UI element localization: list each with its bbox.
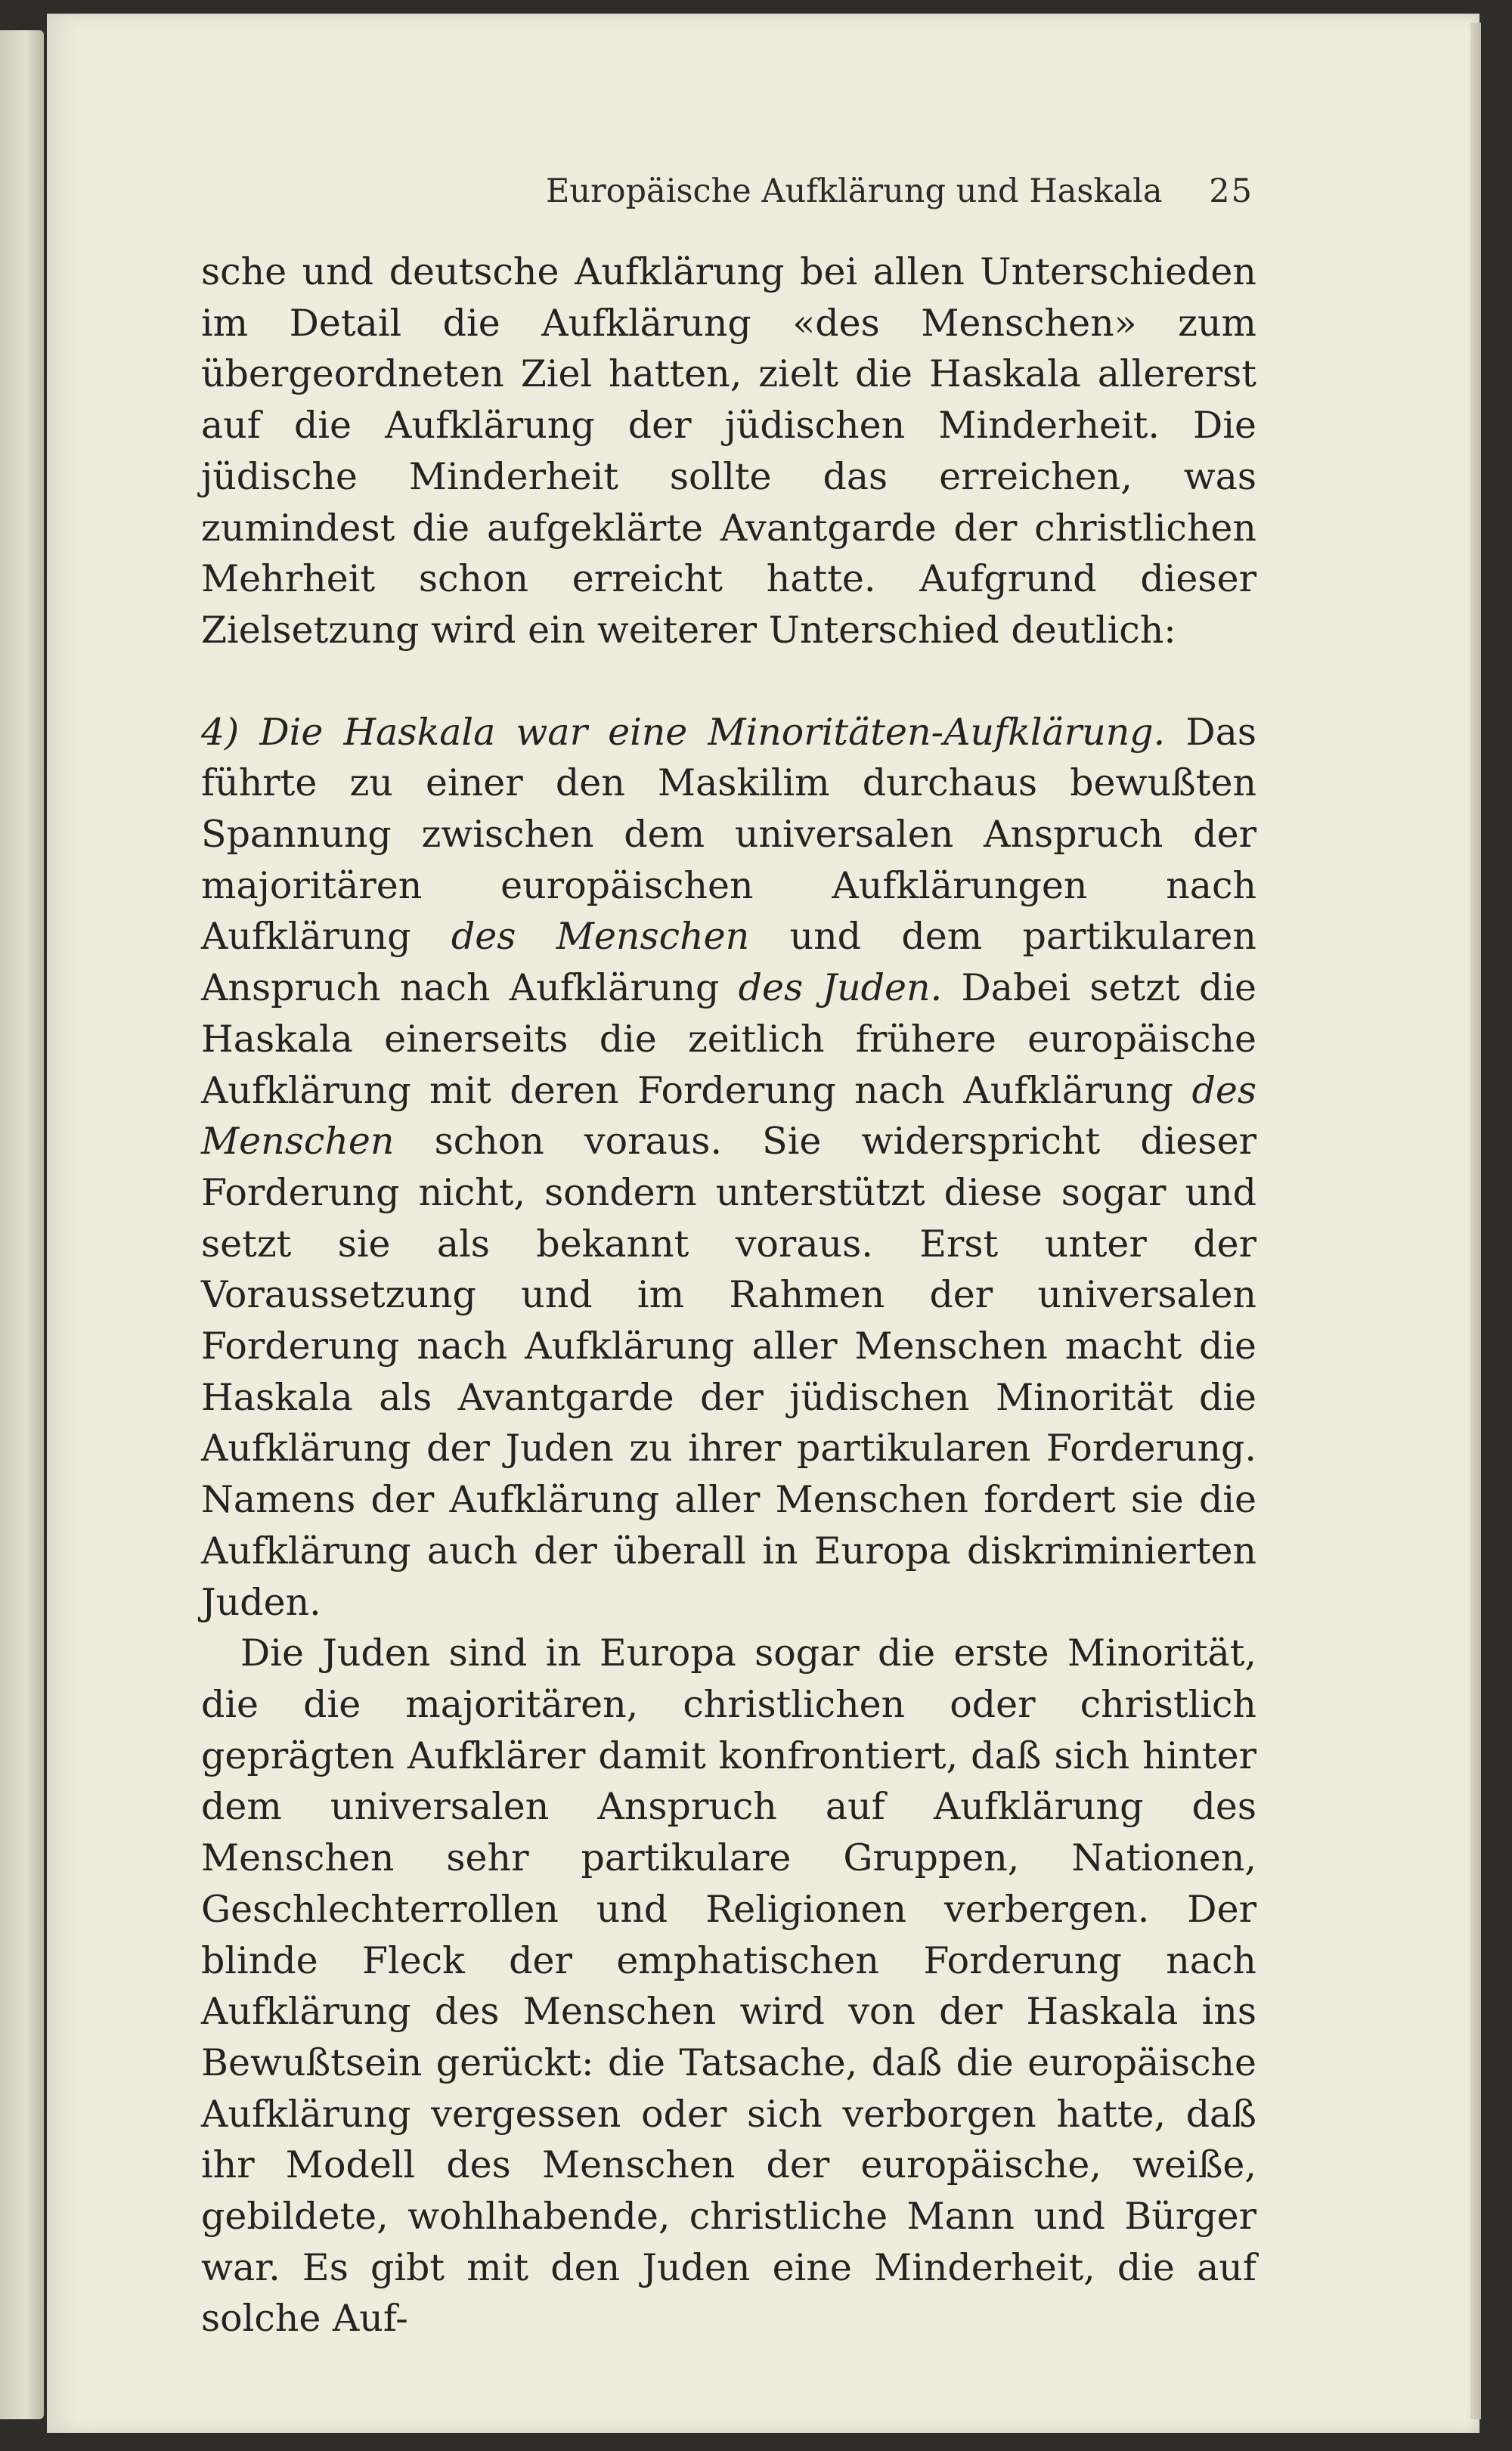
running-head-title: Europäische Aufklärung und Haskala [546,172,1163,210]
running-head [546,172,1253,210]
thesis-heading: 4) Die Haskala war eine Minoritäten-Aufklärung. [201,710,1166,754]
text-run: Das führte zu einer den Maskilim durchaus bewußten Spannung zwischen dem universalen Anspruch der majoritären europäischen Aufklärungen nach Aufklärung [201,710,1256,959]
paragraph-continuation [201,246,1256,656]
paragraph-minority [201,1628,1256,2344]
page-number: 25 [1209,172,1253,210]
paragraph-thesis-4 [201,707,1256,1628]
text-run: Dabei setzt die Haskala einerseits die zeitlich frühere europäische Aufklärung mit deren Forderung nach Aufklärung [201,966,1256,1112]
text-run: Die Juden sind in Europa sogar die erste Minorität, die die majoritären, christlichen oder christlich geprägten Aufklärer damit konfrontiert, daß sich hinter dem universalen Anspruch auf Aufklärung des Menschen sehr partikulare Gruppen, Nationen, Geschlechterrollen und Religionen verbergen. Der blinde Fleck der emphatischen Forderung nach Aufklärung des Menschen wird von der Haskala ins Bewußtsein gerückt: die Tatsache, daß die europäische Aufklärung vergessen oder sich verborgen hatte, daß ihr Modell des Menschen der europäische, weiße, gebildete, wohlhabende, christliche Mann und Bürger war. Es gibt mit den Juden eine Minderheit, die auf solche Auf- [201,1631,1256,2341]
body-text [201,246,1256,2344]
paragraph-gap [201,656,1256,707]
text-run: und dem partikularen Anspruch nach Aufklärung [201,915,1256,1010]
previous-page-edge [0,30,44,2419]
emphasis: des Menschen [201,1068,1256,1164]
emphasis: des Menschen [451,915,750,959]
page-edge-right [1470,23,1481,2419]
text-run: schon voraus. Sie widerspricht dieser Forderung nicht, sondern unterstützt diese sogar und setzt sie als bekannt voraus. Erst unter der Voraussetzung und im Rahmen der universalen Forderung nach Aufklärung aller Menschen macht die Haskala als Avantgarde der jüdischen Minorität die Aufklärung der Juden zu ihrer partikularen Forderung. Namens der Aufklärung aller Menschen fordert sie die Aufklärung auch der überall in Europa diskriminierten Juden. [201,1120,1256,1624]
text-run: sche und deutsche Aufklärung bei allen Unterschieden im Detail die Aufklärung «des Menschen» zum übergeordneten Ziel hatten, zielt die Haskala allererst auf die Aufklärung der jüdischen Minderheit. Die jüdische Minderheit sollte das erreichen, was zumindest die aufgeklärte Avantgarde der christlichen Mehrheit schon erreicht hatte. Aufgrund dieser Zielsetzung wird ein weiterer Unterschied deutlich: [201,250,1256,652]
emphasis: des Juden. [738,966,943,1010]
